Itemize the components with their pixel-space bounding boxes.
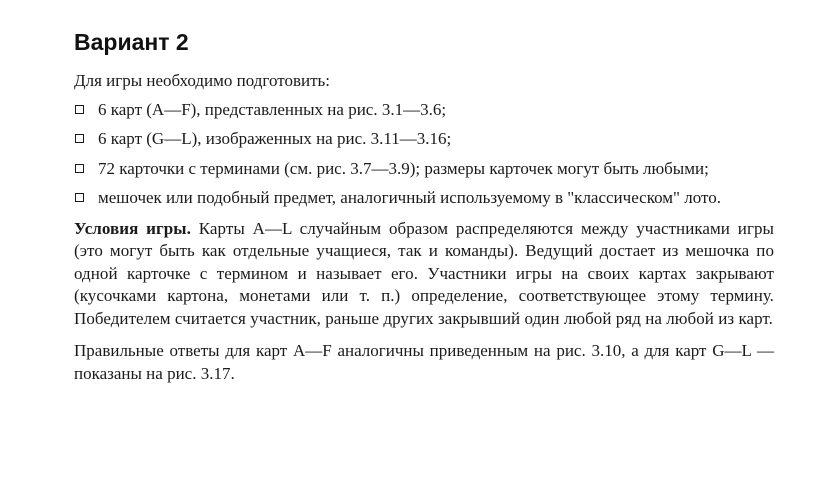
- list-item-text: 6 карт (A—F), представленных на рис. 3.1—3.6;: [98, 99, 447, 119]
- list-item: [74, 158, 774, 181]
- list-item-text: 6 карт (G—L), изображенных на рис. 3.11—3.16;: [98, 129, 452, 148]
- list-item: [74, 187, 774, 210]
- list-item: [74, 99, 774, 122]
- conditions-text: Карты A—L случайным образом распределяются между участниками игры (это могут быть как отдельные учащиеся, так и команды). Ведущий достает из мешочка по одной карточке с термином и называет его. Участники игры на своих картах закрывают (кусочками картона, монетами или т. п.) определение, соответствующее этому термину. Победителем считается участник, раньше других закрывший один любой ряд на любой из карт.: [74, 218, 774, 328]
- list-item: [74, 128, 774, 151]
- intro-text: Для игры необходимо подготовить:: [74, 71, 330, 90]
- document-page: [74, 28, 774, 385]
- checkbox-bullet-icon: [75, 164, 84, 173]
- section-title: Вариант 2: [74, 29, 189, 55]
- answers-paragraph: Правильные ответы для карт A—F аналогичны приведенным на рис. 3.10, а для карт G—L — показаны на рис. 3.17.: [74, 341, 774, 383]
- list-item-text: 72 карточки с терминами (см. рис. 3.7—3.9); размеры карточек могут быть любыми;: [98, 158, 709, 178]
- checkbox-bullet-icon: [75, 193, 84, 202]
- list-item-text: мешочек или подобный предмет, аналогичный используемому в "классическом" лото.: [98, 188, 721, 207]
- checkbox-bullet-icon: [75, 105, 84, 114]
- checkbox-bullet-icon: [75, 134, 84, 143]
- materials-list: [74, 99, 774, 210]
- conditions-heading: Условия игры.: [74, 218, 191, 238]
- conditions-paragraph: [74, 218, 774, 331]
